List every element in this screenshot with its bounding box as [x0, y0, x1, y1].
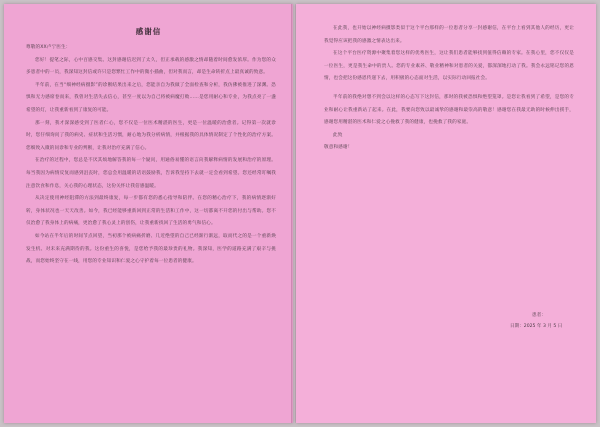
paragraph: 半年前的我绝对想不到会以这样的心态写下这封信，那时的我被恐惧和绝望笼罩。是您让我看到了希望，是您的专业和耐心让我重新站了起来。在此，我要向您致以最诚挚的感谢和最崇高的敬意！感谢您在我最无助的时候伸出援手，感谢您用精湛的医术和仁爱之心挽救了我的健康，也挽救了我的家庭。: [324, 94, 574, 126]
paragraph: 那一刻，我才深深感受到了医者仁心，您不仅是一位医术精湛的医生，更是一位温暖的治愈者。记得第一次就诊时，您仔细询问了我的病史、症状和生活习惯，耐心地为我分析病情，并根据我的具体情况制定了个性化的治疗方案。您细致入微的问诊和专业的判断，让我对治疗充满了信心。: [26, 120, 276, 151]
paragraph: 从决定使用神经阻滞的方法到最终康复，每一步都有您的悉心指导和陪伴。在您的精心治疗下，我的病情逐渐好转，身体状况也一天天改善。如今，我已经能够重新回到正常的生活和工作中，这一切都离不开您的付出与帮助。您不仅治愈了我身体上的病痛，更治愈了我心灵上的创伤，让我重新找回了生活的勇气和信心。: [26, 196, 276, 227]
right-page-body: [324, 23, 574, 155]
paragraph: 您好！提笔之际，心中百感交集。这封感谢信迟到了太久，但正承载的感激之情却随着时间愈发浓厚。作为您的众多患者中的一员，我深知这封信或许只是您繁忙工作中的微小插曲，但对我而言，却是生命转折点上最真诚的致意。: [26, 57, 276, 76]
right-page: [296, 4, 596, 423]
signature-label: 患者：: [532, 313, 546, 318]
letter-title: 感谢信: [135, 27, 162, 36]
paragraph: 在治疗的过程中，您总是不厌其烦地解答我的每一个疑问，用通俗易懂的语言向我解释病情的发展和治疗的原理。每当我因为病情反复而感到沮丧时，您总会用温暖的话语鼓励我，告诉我坚持下去就一定会看到希望。您还经常叮嘱我注意饮食和作息，关心我的心理状态，这份关怀让我倍感温暖。: [26, 158, 276, 189]
closing-regards: 敬意和感谢！: [324, 145, 353, 151]
salutation: 尊敬的XX卢宁医生：: [26, 45, 71, 50]
left-page: [4, 4, 293, 423]
left-page-body: [26, 42, 276, 269]
closing-line: 此致: [333, 132, 343, 138]
paragraph: 在这个平台医疗资源中聚集着您这样的优秀医生，这让我们患者能够找到值得信赖的专家。在我心里，您不仅仅是一位医生，更是我生命中的贵人。您的专业素养、敬业精神和对患者的关爱，都深深地打动了我。我会永远铭记您的恩情，也会把这份感恩传递下去，用积极的心态面对生活，以实际行动回报社会。: [324, 51, 574, 82]
paragraph: 如今站在半年后的时间节点回望，当初那个被病痛折磨、几近绝望的自己已经渐行渐远，取而代之的是一个重新焕发生机、对未来充满期待的我。这份重生的喜悦，是您给予我的最珍贵的礼物。我深知，医学的道路充满了艰辛与挑战，而您始终坚守在一线，用您的专业知识和仁爱之心守护着每一位患者的健康。: [26, 233, 276, 265]
date-line: 日期：2025 年 3 月 5 日: [510, 324, 563, 329]
paragraph: 在此我，也开始以神经病摄影类似于这个平台那样的一位患者分享一封感谢信，在平台上看到其他人的经历，更让我觉得应该把我的感激之情表达出来。: [324, 26, 574, 44]
paragraph: 半年前，在当“细神经病摄影”的诊断结果出来之后，您能亲自为我做了全面检查和分析，我仿佛被推进了深渊。恐惧和无力感席卷而来，我曾对生活失去信心，甚至一度以为自己将被病魔打败……是您用耐心和专业，为我点亮了一盏希望的灯，让我重新看到了康复的可能。: [26, 82, 276, 113]
